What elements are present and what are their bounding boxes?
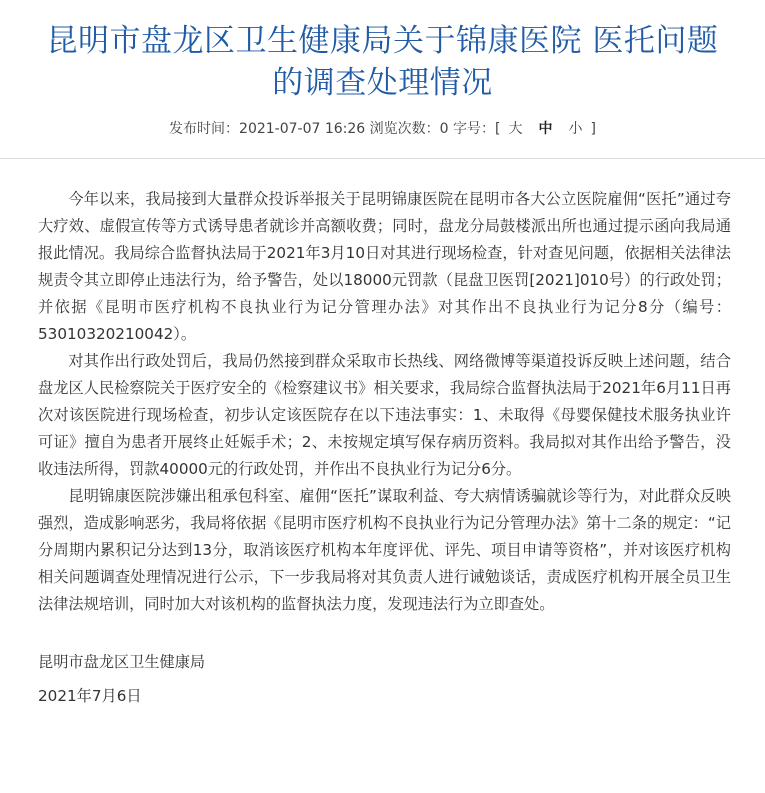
header-divider (0, 158, 765, 159)
publish-time-value: 2021-07-07 16:26 (239, 121, 366, 137)
body-paragraph-3: 昆明锦康医院涉嫌出租承包科室、雇佣“医托”谋取利益、夸大病情诱骗就诊等行为，对此群众反映强烈，造成影响恶劣，我局将依据《昆明市医疗机构不良执业行为记分管理办法》第十二条的规定：“记分周期内累积记分达到13分，取消该医疗机构本年度评优、评先、项目申请等资格”，并对该医疗机构相关问题调查处理情况进行公示，下一步我局将对其负责人进行诫勉谈话，责成医疗机构开展全员卫生法律法规培训，同时加大对该机构的监督执法力度，发现违法行为立即查处。 (38, 487, 731, 613)
view-count-label: 浏览次数： (369, 121, 440, 137)
signature-org: 昆明市盘龙区卫生健康局 (38, 653, 206, 671)
font-size-small-option[interactable]: 小 (568, 121, 583, 137)
font-size-bracket-close: ] (590, 121, 596, 137)
body-paragraph-2: 对其作出行政处罚后，我局仍然接到群众采取市长热线、网络微博等渠道投诉反映上述问题，结合盘龙区人民检察院关于医疗安全的《检察建议书》相关要求，我局综合监督执法局于2021年6月11日再次对该医院进行现场检查，初步认定该医院存在以下违法事实：1、未取得《母婴保健技术服务执业许可证》擅自为患者开展终止妊娠手术；2、未按规定填写保存病历资料。我局拟对其作出给予警告，没收违法所得，罚款40000元的行政处罚，并作出不良执业行为记分6分。 (38, 352, 731, 478)
publish-time-label: 发布时间： (169, 121, 240, 137)
font-size-bracket-open: [ (495, 121, 501, 137)
page-title-line-2: 的调查处理情况 (272, 65, 493, 101)
body-paragraph-1: 今年以来，我局接到大量群众投诉举报关于昆明锦康医院在昆明市各大公立医院雇佣“医托”通过夸大疗效、虚假宣传等方式诱导患者就诊并高额收费；同时，盘龙分局鼓楼派出所也通过提示函向我局通报此情况。我局综合监督执法局于2021年3月10日对其进行现场检查，针对查见问题，依据相关法律法规责令其立即停止违法行为，给予警告，处以18000元罚款（昆盘卫医罚[2021]010号）的行政处罚；并依据《昆明市医疗机构不良执业行为记分管理办法》对其作出不良执业行为记分8分（编号：53010320210042）。 (38, 190, 731, 343)
font-size-label: 字号： (453, 121, 496, 137)
view-count-value: 0 (439, 121, 449, 137)
page-title (0, 0, 765, 104)
font-size-large-option[interactable]: 大 (508, 121, 523, 137)
article-body (0, 167, 765, 618)
font-size-medium-option[interactable]: 中 (538, 121, 553, 137)
article-meta (0, 119, 765, 139)
page-title-line-1: 昆明市盘龙区卫生健康局关于锦康医院 医托问题 (46, 23, 719, 59)
signature-date: 2021年7月6日 (38, 687, 142, 705)
article-signature (0, 645, 765, 713)
